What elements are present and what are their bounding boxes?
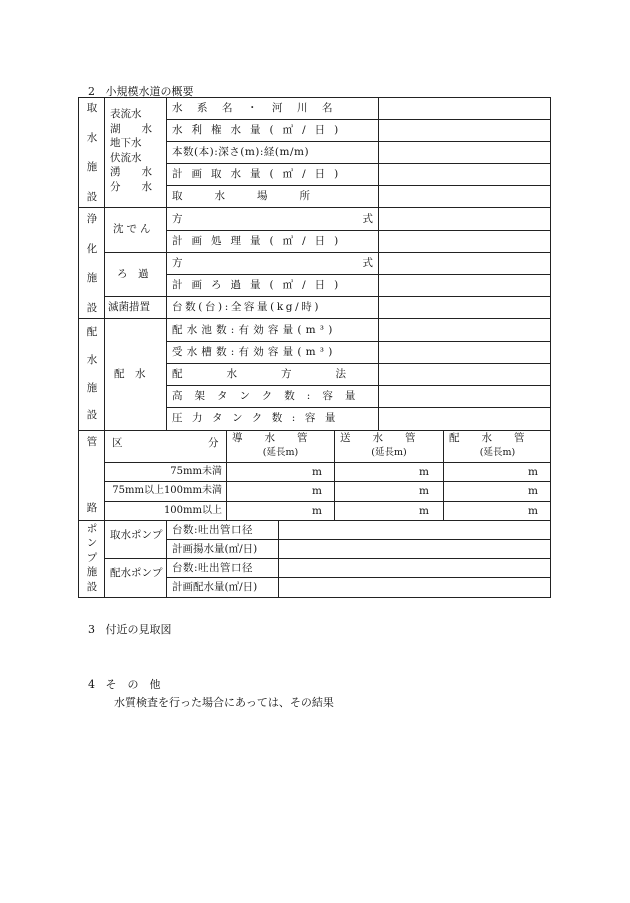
sedimentation-label: 沈でん — [113, 223, 154, 235]
intake-pump-label: 取水ポンプ — [110, 529, 163, 541]
plan-filter-label: 計画ろ過量(㎥/日) — [172, 279, 348, 291]
pipe-size-row: 100mm以上 — [163, 505, 222, 516]
disinfection-label: 滅菌措置 — [108, 301, 150, 313]
pipe-column-sub: (延長m) — [371, 447, 407, 458]
method-label: 方式 — [172, 257, 553, 269]
pump-count-label: 台数:吐出管口径 — [172, 524, 254, 536]
section-2-heading: 2 小規模水道の概要 — [88, 85, 194, 98]
intake-row-label: 取水場所 — [172, 190, 342, 202]
pipe-unit: m — [419, 466, 429, 478]
source-item: 伏流水 — [110, 151, 142, 164]
pipe-unit: m — [312, 466, 322, 478]
section-3-heading: 3 付近の見取図 — [88, 623, 172, 636]
section-4-note: 水質検査を行った場合にあっては、その結果 — [114, 696, 334, 709]
intake-row-label: 水系名・河川名 — [172, 102, 347, 114]
pipe-column-header: 送水管 — [340, 432, 438, 444]
distribution-row-label: 配水方法 — [172, 368, 390, 380]
source-item: 表流水 — [110, 108, 142, 120]
pipe-column-header: 導水管 — [232, 432, 330, 444]
source-item: 湧 水 — [110, 166, 152, 178]
dist-pump-label: 配水ポンプ — [110, 567, 163, 579]
pipe-column-sub: (延長m) — [262, 447, 299, 458]
plan-treat-label: 計画処理量(㎥/日) — [172, 235, 348, 247]
dist-plan-label: 計画配水量(㎥/日) — [172, 581, 258, 593]
distribution-label: 配 水 — [114, 368, 146, 380]
pipe-unit: m — [312, 505, 322, 517]
pipe-size-row: 75mm未満 — [170, 466, 222, 477]
purify-group-label: 浄 化 施 設 — [86, 213, 98, 314]
intake-row-label: 計画取水量(㎥/日) — [172, 168, 348, 180]
pipe-column-header: 配水管 — [449, 432, 547, 444]
source-item: 地下水 — [110, 137, 142, 149]
pipe-unit: m — [528, 505, 538, 517]
section-4-heading: 4 そ の 他 — [88, 678, 161, 691]
distribution-row-label: 配水池数:有効容量(m³) — [172, 324, 337, 336]
pipe-unit: m — [528, 485, 538, 497]
intake-row-label: 本数(本):深さ(m):経(m/m) — [172, 146, 310, 158]
pipe-unit: m — [419, 485, 429, 497]
pipe-size-row: 75mm以上100mm未満 — [112, 485, 222, 496]
distribution-group-label: 配 水 施 設 — [86, 326, 98, 422]
intake-plan-label: 計画揚水量(㎥/日) — [172, 543, 258, 555]
pump-count-label: 台数:吐出管口径 — [172, 562, 254, 574]
source-item: 湖 水 — [110, 122, 152, 135]
pipes-group-label: 管 路 — [86, 436, 98, 514]
disinfect-capacity-label: 台数(台):全容量(kg/時) — [172, 301, 322, 313]
intake-group-label: 取 水 施 設 — [86, 102, 98, 203]
pipe-column-sub: (延長m) — [479, 447, 516, 458]
section-label-2: 分 — [208, 437, 219, 449]
pipe-unit: m — [528, 466, 538, 478]
distribution-row-label: 圧力タンク数:容量 — [172, 412, 345, 424]
source-item: 分 水 — [110, 180, 152, 193]
distribution-row-label: 高架タンク数:容量 — [172, 390, 368, 402]
pipe-unit: m — [312, 485, 322, 497]
pipe-unit: m — [419, 505, 429, 517]
pumps-group-label: ポ ン プ 施 設 — [86, 523, 98, 593]
distribution-row-label: 受水槽数:有効容量(m³) — [172, 346, 337, 358]
section-label: 区 — [112, 437, 123, 449]
intake-source-list — [110, 109, 162, 192]
method-label: 方式 — [172, 213, 553, 225]
filtration-label: ろ 過 — [117, 268, 149, 280]
intake-row-label: 水利権水量(㎥/日) — [172, 124, 348, 136]
